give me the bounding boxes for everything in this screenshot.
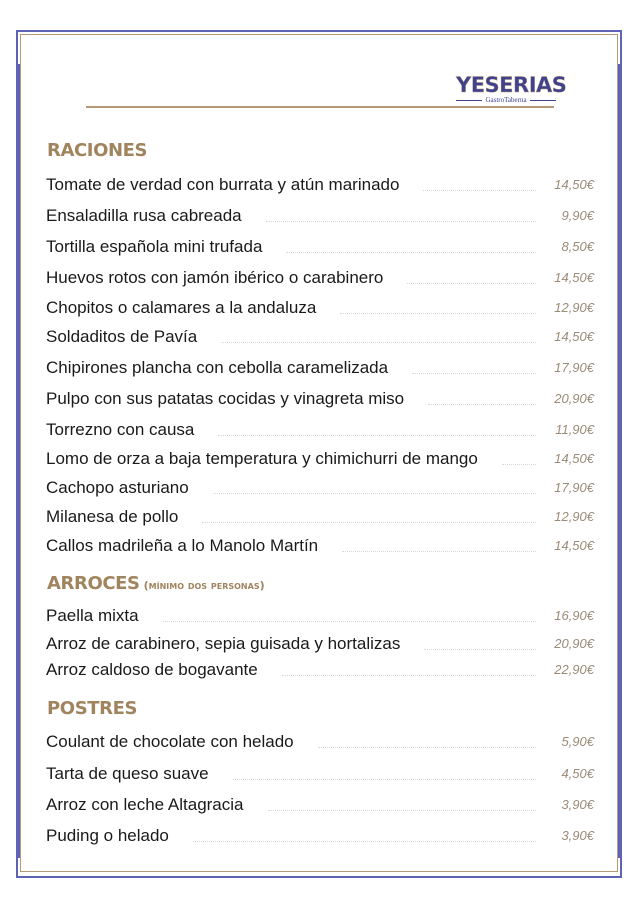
dot-leader [202, 521, 536, 523]
dot-leader [268, 809, 537, 811]
item-price: 9,90€ [561, 208, 594, 223]
item-name: Chipirones plancha con cebolla caramelizada [46, 358, 389, 377]
item-price: 3,90€ [561, 828, 594, 843]
item-price: 4,50€ [561, 766, 594, 781]
dot-leader [282, 674, 536, 676]
menu-item [46, 448, 594, 470]
item-price: 17,90€ [554, 480, 594, 495]
menu-item [46, 419, 594, 441]
menu-item [46, 763, 594, 785]
dot-leader [266, 220, 536, 222]
item-price: 22,90€ [554, 662, 594, 677]
item-price: 16,90€ [554, 608, 594, 623]
menu-item [46, 659, 594, 681]
item-name: Chopitos o calamares a la andaluza [46, 298, 317, 317]
dot-leader [218, 434, 536, 436]
item-name: Arroz caldoso de bogavante [46, 660, 258, 679]
item-name: Paella mixta [46, 606, 139, 625]
item-price: 20,90€ [554, 391, 594, 406]
menu-item [46, 236, 594, 258]
item-price: 17,90€ [554, 360, 594, 375]
item-price: 12,90€ [554, 300, 594, 315]
menu-item [46, 633, 594, 655]
dot-leader [233, 778, 536, 780]
menu-item [46, 326, 594, 348]
section-title-raciones: RACIONES [47, 140, 148, 161]
item-price: 3,90€ [561, 797, 594, 812]
item-price: 14,50€ [554, 177, 594, 192]
item-name: Callos madrileña a lo Manolo Martín [46, 536, 319, 555]
menu-item [46, 297, 594, 319]
dot-leader [163, 620, 536, 622]
item-name: Coulant de chocolate con helado [46, 732, 294, 751]
item-price: 5,90€ [561, 734, 594, 749]
dot-leader [340, 312, 536, 314]
tagline-rule-right [530, 100, 556, 101]
section-title-postres: POSTRES [47, 698, 138, 719]
section-title-arroces [47, 573, 265, 594]
item-name: Cachopo asturiano [46, 478, 189, 497]
brand-logo [456, 73, 567, 105]
dot-leader [342, 550, 536, 552]
dot-leader [424, 648, 536, 650]
menu-item [46, 357, 594, 379]
dot-leader [318, 746, 536, 748]
dot-leader [286, 251, 536, 253]
item-price: 8,50€ [561, 239, 594, 254]
menu-item [46, 174, 594, 196]
brand-name: YESERIAS [456, 73, 567, 97]
brand-tagline-row [456, 96, 556, 105]
item-name: Milanesa de pollo [46, 507, 179, 526]
item-price: 11,90€ [555, 422, 594, 437]
brand-tagline: GastroTaberna [485, 96, 527, 104]
section-title-text: ARROCES [47, 573, 140, 594]
dot-leader [502, 463, 536, 465]
section-note: (mínimo dos personas) [143, 579, 265, 592]
header-divider [86, 106, 554, 108]
item-name: Puding o helado [46, 826, 169, 845]
menu-item [46, 794, 594, 816]
menu-item [46, 267, 594, 289]
menu-item [46, 605, 594, 627]
dot-leader [428, 403, 536, 405]
item-name: Soldaditos de Pavía [46, 327, 198, 346]
dot-leader [423, 189, 536, 191]
menu-item [46, 535, 594, 557]
dot-leader [221, 341, 536, 343]
dot-leader [407, 282, 536, 284]
tagline-rule-left [456, 100, 482, 101]
item-name: Ensaladilla rusa cabreada [46, 206, 242, 225]
item-price: 14,50€ [554, 538, 594, 553]
item-name: Tarta de queso suave [46, 764, 209, 783]
item-name: Lomo de orza a baja temperatura y chimichurri de mango [46, 449, 478, 468]
item-price: 14,50€ [554, 329, 594, 344]
item-price: 14,50€ [554, 270, 594, 285]
item-price: 20,90€ [554, 636, 594, 651]
item-name: Pulpo con sus patatas cocidas y vinagreta miso [46, 389, 405, 408]
item-price: 14,50€ [554, 451, 594, 466]
menu-item [46, 506, 594, 528]
item-name: Torrezno con causa [46, 420, 195, 439]
item-name: Huevos rotos con jamón ibérico o carabinero [46, 268, 384, 287]
menu-item [46, 388, 594, 410]
item-name: Arroz de carabinero, sepia guisada y hortalizas [46, 634, 401, 653]
menu-item [46, 825, 594, 847]
item-name: Tomate de verdad con burrata y atún marinado [46, 175, 400, 194]
dot-leader [193, 840, 536, 842]
item-name: Arroz con leche Altagracia [46, 795, 244, 814]
item-price: 12,90€ [554, 509, 594, 524]
menu-item [46, 205, 594, 227]
dot-leader [213, 492, 536, 494]
item-name: Tortilla española mini trufada [46, 237, 263, 256]
dot-leader [412, 372, 536, 374]
menu-item [46, 731, 594, 753]
menu-item [46, 477, 594, 499]
